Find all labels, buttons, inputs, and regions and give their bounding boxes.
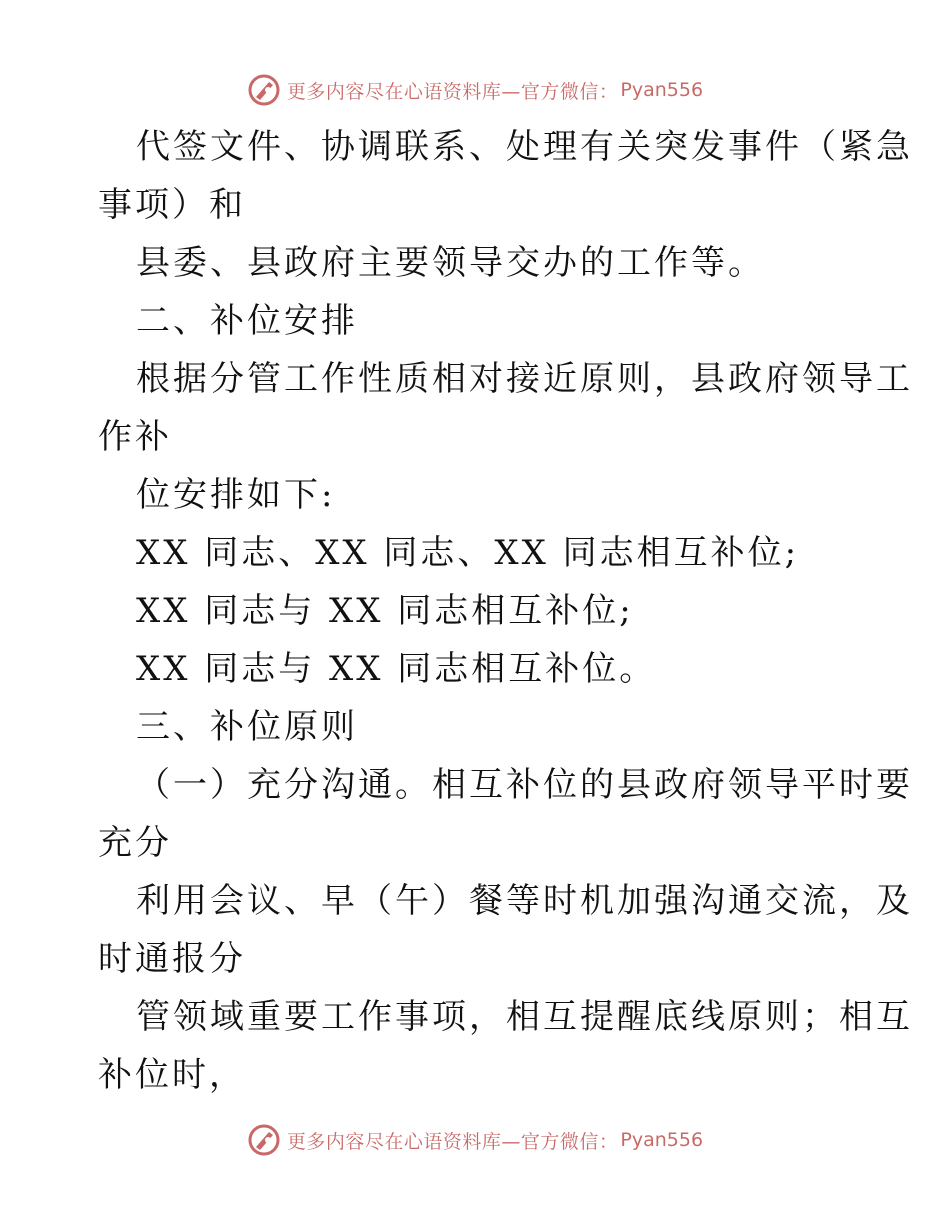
text-line: 事项）和 [98, 185, 246, 225]
text-line: XX 同志与 XX 同志相互补位。 [136, 649, 657, 689]
footer-watermark [0, 1120, 950, 1160]
pen-seal-icon [247, 1123, 281, 1157]
document-body [98, 118, 913, 1104]
text-line: 县委、县政府主要领导交办的工作等。 [136, 243, 765, 283]
watermark-account: Pyan556 [620, 1129, 704, 1151]
text-line: 利用会议、早（午）餐等时机加强沟通交流，及 [136, 881, 913, 921]
watermark-text: 更多内容尽在心语资料库—官方微信： [286, 80, 619, 103]
text-line: 二、补位安排 [136, 301, 358, 341]
header-watermark [0, 70, 950, 110]
text-line: 管领域重要工作事项，相互提醒底线原则；相互 [136, 997, 913, 1037]
text-line: XX 同志、XX 同志、XX 同志相互补位; [136, 533, 800, 573]
text-line: XX 同志与 XX 同志相互补位; [136, 591, 634, 631]
text-line: 三、补位原则 [136, 707, 358, 747]
text-line: 根据分管工作性质相对接近原则，县政府领导工 [136, 359, 913, 399]
pen-seal-icon [247, 73, 281, 107]
text-line: 充分 [98, 823, 172, 863]
text-line: 补位时， [98, 1055, 246, 1095]
text-line: （一）充分沟通。相互补位的县政府领导平时要 [136, 765, 913, 805]
text-line: 作补 [98, 417, 172, 457]
text-line: 时通报分 [98, 939, 246, 979]
text-line: 位安排如下: [136, 475, 336, 515]
text-line: 代签文件、协调联系、处理有关突发事件（紧急 [136, 127, 913, 167]
watermark-text: 更多内容尽在心语资料库—官方微信： [286, 1130, 619, 1153]
watermark-account: Pyan556 [620, 79, 704, 101]
